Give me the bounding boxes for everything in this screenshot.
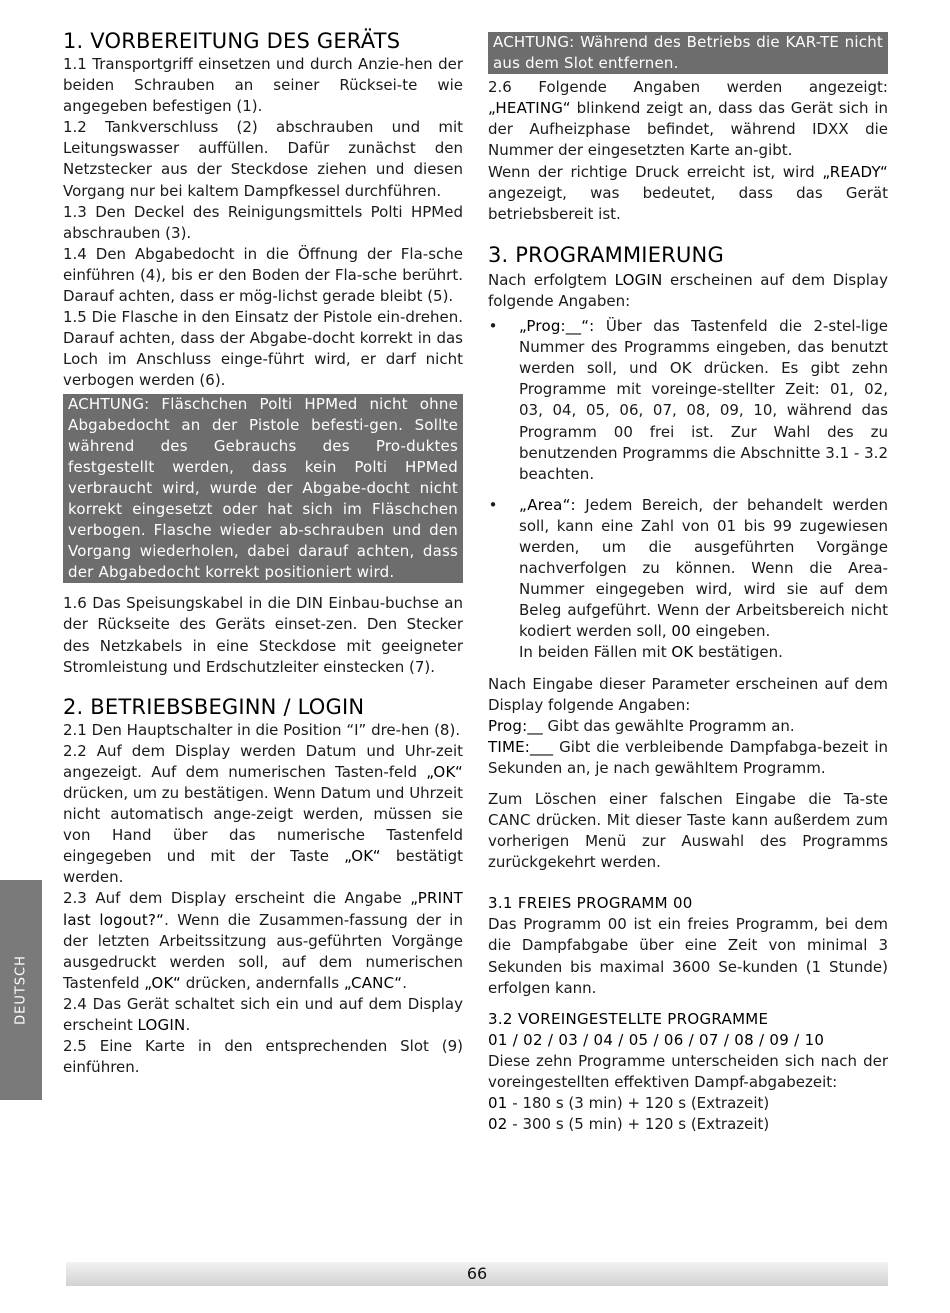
ok-key-label: „OK“ [144, 973, 181, 992]
list-item-area [488, 495, 888, 664]
paragraph-2-1: 2.1 Den Hauptschalter in die Position “I” dre-hen (8). [63, 720, 461, 739]
footer-bar [66, 1262, 888, 1286]
section-3-2-subheading: 01 / 02 / 03 / 04 / 05 / 06 / 07 / 08 / 09 / 10 [488, 1030, 825, 1049]
text: Nach erfolgtem [488, 270, 615, 289]
ok-key-label: OK [671, 643, 694, 662]
paragraph-3-1: Das Programm 00 ist ein freies Programm, bei dem die Dampfabgabe über eine Zeit von minimal 3 Sekunden bis maximal 3600 Se-kunden (1 Stunde) erfolgen kann. [488, 915, 888, 997]
section-3-2-heading: 3.2 VOREINGESTELLTE PROGRAMME [488, 1009, 769, 1028]
time-display-line [488, 737, 888, 779]
text: Gibt das gewählte Programm an. [542, 716, 795, 735]
paragraph-1-2: 1.2 Tankverschluss (2) abschrauben und mit Leitungswasser auffüllen. Dafür zunächst den Netzstecker aus der Steckdose ziehen und diesen Vorgang nur bei kaltem Dampfkessel durchführen. [63, 118, 463, 200]
ok-key-label: „OK“ [426, 762, 463, 781]
heating-label: „HEATING“ [488, 99, 571, 118]
paragraph-2-2 [63, 741, 463, 889]
print-last-logout-label: „PRINT last logout?“ [63, 889, 463, 929]
text: 2.6 Folgende Angaben werden angezeigt: [488, 78, 888, 97]
text: 2.2 Auf dem Display werden Datum und Uhr-zeit angezeigt. Auf dem numerischen Tasten-feld [63, 741, 463, 781]
text: bestätigt werden. [63, 847, 463, 887]
paragraph-2-7 [488, 162, 888, 225]
text: Gibt die verbleibende Dampfabga-bezeit in Sekunden an, je nach gewähltem Programm. [488, 737, 888, 777]
text: In beiden Fällen mit [519, 643, 672, 662]
prog-display-line [488, 716, 888, 737]
text: drücken, um zu bestätigen. Wenn Datum und Uhrzeit nicht automatisch ange-zeigt werden, müssen sie von Hand über das numerische Tastenfeld eingegeben und mit der Taste [63, 784, 463, 866]
text: 2.4 Das Gerät schaltet sich ein und auf dem Display erscheint [63, 994, 463, 1035]
canc-key-label: „CANC“ [343, 973, 403, 992]
paragraph-1-1: 1.1 Transportgriff einsetzen und durch Anzie-hen der beiden Schrauben an seiner Rücksei-te wie angegeben befestigen (1). [63, 55, 463, 116]
text: eingeben. [690, 622, 771, 641]
login-label: LOGIN [614, 270, 663, 289]
zero-zero-label: 00 [671, 622, 691, 641]
text: Wenn der richtige Druck erreicht ist, wird [488, 162, 823, 181]
paragraph-3-params: Nach Eingabe dieser Parameter erscheinen auf dem Display folgende Angaben: [488, 674, 888, 714]
text: angezeigt, was bedeutet, dass das Gerät betriebsbereit ist. [488, 183, 888, 223]
text: . Wenn die Zusammen-fassung der in der letzten Arbeitssitzung aus-geführten Vorgänge ausgedruckt werden soll, auf dem numerischen Tastenfeld [63, 910, 463, 992]
paragraph-3-2: Diese zehn Programme unterscheiden sich nach der voreingestellten effektiven Dampf-abgabezeit: [488, 1051, 888, 1091]
prog-param-label: „Prog:__“: [519, 317, 595, 336]
text: . [402, 973, 408, 992]
text: . [185, 1016, 191, 1035]
parameter-list [488, 316, 888, 664]
area-param-label: „Area“: [519, 495, 576, 514]
program-01-line [488, 1093, 888, 1114]
paragraph-2-5: 2.5 Eine Karte in den entsprechenden Slot (9) einführen. [63, 1037, 463, 1077]
text: erscheinen auf dem Display folgende Angaben: [488, 270, 888, 310]
text: 2.3 Auf dem Display erscheint die Angabe [63, 889, 411, 908]
section-3-1-heading: 3.1 FREIES PROGRAMM 00 [488, 894, 693, 913]
text: - 180 s (3 min) + 120 s (Extrazeit) [507, 1093, 770, 1112]
program-02-number: 02 [488, 1115, 508, 1134]
section-1-heading: 1. VORBEREITUNG DES GERÄTS [63, 29, 401, 53]
text: blinkend zeigt an, dass das Gerät sich in der Aufheizphase befindet, während IDXX die Nummer der eingesetzten Karte an-gibt. [488, 99, 888, 160]
paragraph-1-5: 1.5 Die Flasche in den Einsatz der Pistole ein-drehen. Darauf achten, dass der Abgabe-docht korrekt in das Loch im Anschluss einge-führt wird, er darf nicht verbogen werden (6). [63, 308, 463, 390]
ok-key-label: „OK“ [344, 847, 381, 866]
left-column [63, 28, 463, 1078]
warning-box-card: ACHTUNG: Während des Betriebs die KAR-TE nicht aus dem Slot entfernen. [488, 32, 888, 74]
language-tab-label: DEUTSCH [13, 955, 29, 1025]
program-02-line [488, 1114, 888, 1135]
section-3-heading: 3. PROGRAMMIERUNG [488, 242, 724, 267]
right-column [488, 32, 888, 1135]
paragraph-2-6 [488, 77, 888, 161]
ready-label: „READY“ [822, 162, 888, 181]
prog-display-label: Prog:__ [488, 716, 543, 735]
text: Jedem Bereich, der behandelt werden soll, kann eine Zahl von 01 bis 99 zugewiesen werden, um die ausgeführten Vorgänge nachverfolgen zu können. Wenn die Area-Nummer eingegeben wird, wird sie auf dem Beleg aufgeführt. Wenn der Arbeitsbereich nicht kodiert werden soll, [519, 495, 888, 641]
paragraph-1-6: 1.6 Das Speisungskabel in die DIN Einbau-buchse an der Rückseite des Geräts einset-zen. Den Stecker des Netzkabels in eine Steckdose mit geeigneter Stromleistung und Erdschutzleiter einstecken (7). [63, 594, 463, 676]
paragraph-3-canc: Zum Löschen einer falschen Eingabe die Ta-ste CANC drücken. Mit dieser Taste kann außerdem zum vorherigen Menü zur Auswahl des Programms zurückgekehrt werden. [488, 790, 888, 872]
program-01-number: 01 [488, 1093, 508, 1112]
login-label: LOGIN [137, 1016, 186, 1035]
page-number: 66 [466, 1264, 488, 1283]
paragraph-3-intro [488, 270, 888, 312]
section-2-heading: 2. BETRIEBSBEGINN / LOGIN [63, 694, 365, 719]
language-tab [0, 880, 42, 1100]
paragraph-2-3 [63, 888, 463, 993]
bullet-icon: • [488, 495, 498, 514]
bullet-icon: • [488, 317, 498, 336]
paragraph-1-4: 1.4 Den Abgabedocht in die Öffnung der Fla-sche einführen (4), bis er den Boden der Fla-sche berührt. Darauf achten, dass er mög-lichst gerade bleibt (5). [63, 244, 463, 306]
list-item-prog [488, 316, 888, 485]
paragraph-1-3: 1.3 Den Deckel des Reinigungsmittels Polti HPMed abschrauben (3). [63, 202, 463, 242]
text: drücken, andernfalls [181, 973, 344, 992]
paragraph-2-4 [63, 994, 463, 1036]
time-display-label: TIME:___ [488, 737, 554, 756]
warning-box-wick: ACHTUNG: Fläschchen Polti HPMed nicht ohne Abgabedocht an der Pistole befesti-gen. Sollte während des Gebrauchs des Pro-duktes festgestellt werden, dass kein Polti HPMed verbraucht wird, wurde der Abgabe-docht nicht korrekt eingesetzt oder hat sich im Fläschchen verbogen. Flasche wieder ab-schrauben und den Vorgang wiederholen, dabei darauf achten, dass der Abgabedocht korrekt positioniert wird. [63, 394, 463, 584]
text: - 300 s (5 min) + 120 s (Extrazeit) [507, 1115, 770, 1134]
text: bestätigen. [693, 643, 783, 662]
text: Über das Tastenfeld die 2-stel-lige Nummer des Programms eingeben, das benutzt werden soll, und OK drücken. Es gibt zehn Programme mit voreinge-stellter Zeit: 01, 02, 03, 04, 05, 06, 07, 08, 09, 10, während das Programm 00 frei ist. Zur Wahl des zu benutzenden Programms die Abschnitte 3.1 - 3.2 beachten. [519, 317, 888, 483]
